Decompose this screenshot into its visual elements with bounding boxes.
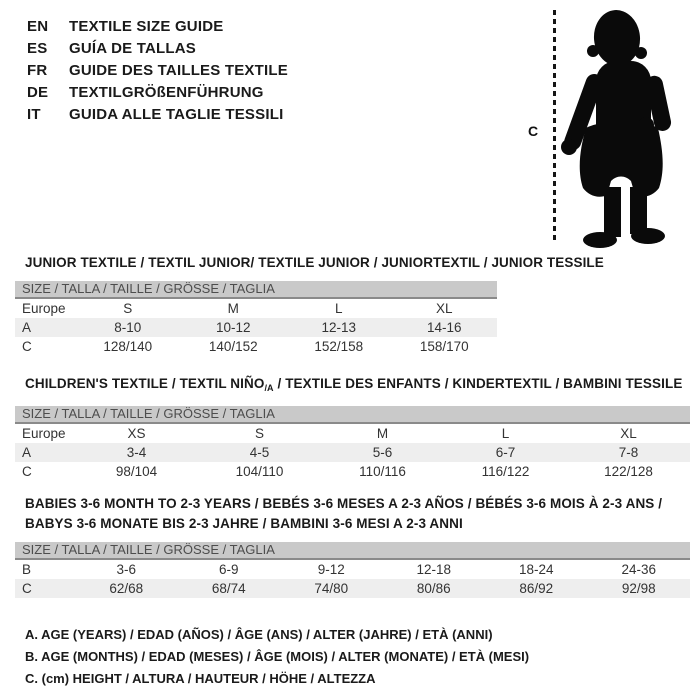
lang-row-it [27,104,288,126]
table-cell: 5-6 [372,445,393,460]
table-cell: 6-9 [218,562,239,577]
row-label: C [22,581,32,596]
toddler-figure [520,0,700,250]
table-cell: 128/140 [103,339,153,354]
table-cell: XL [620,426,637,441]
size-header-band: SIZE / TALLA / TAILLE / GRÖSSE / TAGLIA [15,406,690,424]
lang-title: TEXTILGRÖßENFÜHRUNG [69,84,264,101]
row-label: C [22,464,32,479]
table-cell: L [334,301,343,316]
table-row [15,560,690,579]
height-measure-line [553,10,556,243]
table-row [15,443,690,462]
table-cell: 110/116 [359,464,406,479]
language-title-list [27,16,288,126]
table-cell: 62/68 [109,581,144,596]
table-title-group [25,374,690,398]
table-row [15,424,690,443]
lang-row-en [27,16,288,38]
lang-row-es [27,38,288,60]
table-cell: 158/170 [419,339,469,354]
row-label: Europe [22,301,66,316]
size-header-band: SIZE / TALLA / TAILLE / GRÖSSE / TAGLIA [15,542,690,560]
table-cell: L [501,426,510,441]
lang-code: ES [27,40,48,57]
table-cell: M [376,426,389,441]
row-label: Europe [22,426,66,441]
babies-textile-table [15,494,690,598]
row-label: A [22,445,32,460]
lang-title: TEXTILE SIZE GUIDE [69,18,224,35]
row-label: B [22,562,32,577]
table-cell: 140/152 [208,339,258,354]
junior-textile-table [15,253,604,356]
table-cell: 104/110 [235,464,284,479]
table-row [15,318,497,337]
height-measure-label: C [528,123,539,139]
note-age-months: B. AGE (MONTHS) / EDAD (MESES) / ÂGE (MOIS) / ALTER (MONATE) / ETÀ (MESI) [25,649,530,664]
table-row [15,462,690,481]
table-title: JUNIOR TEXTILE / TEXTIL JUNIOR/ TEXTILE JUNIOR / JUNIORTEXTIL / JUNIOR TESSILE [25,255,604,270]
table-cell: XL [435,301,453,316]
table-cell: 18-24 [518,562,554,577]
table-cell: 4-5 [249,445,270,460]
lang-code: FR [27,62,48,79]
table-row [15,299,497,318]
table-cell: S [123,301,133,316]
lang-title: GUÍA DE TALLAS [69,40,196,57]
table-title: BABIES 3-6 MONTH TO 2-3 YEARS / BEBÉS 3-6 MESES A 2-3 AÑOS / BÉBÉS 3-6 MOIS À 2-3 ANS / [25,496,663,511]
table-cell: 9-12 [317,562,345,577]
note-height-cm: C. (cm) HEIGHT / ALTURA / HAUTEUR / HÖHE / ALTEZZA [25,671,376,686]
table-cell: 122/128 [604,464,653,479]
table-cell: 80/86 [416,581,451,596]
table-cell: 14-16 [426,320,462,335]
table-title: BABYS 3-6 MONATE BIS 2-3 JAHRE / BAMBINI 3-6 MESI A 2-3 ANNI [25,516,463,531]
table-cell: 74/80 [314,581,349,596]
table-cell: 8-10 [114,320,142,335]
table-cell: 68/74 [211,581,246,596]
table-cell: S [254,426,264,441]
legend-notes [25,624,529,690]
table-rows [15,299,497,356]
table-cell: 10-12 [215,320,251,335]
table-cell: 3-4 [126,445,147,460]
lang-row-fr [27,60,288,82]
table-cell: 98/104 [115,464,158,479]
table-row [15,579,690,598]
lang-code: EN [27,18,49,35]
table-title: CHILDREN'S TEXTILE / TEXTIL $NIÑO_{/A}$ / TEXTILE DES ENFANTS / KINDERTEXTIL / BAMBINI TESSILE [25,376,683,393]
note-age-years: A. AGE (YEARS) / EDAD (AÑOS) / ÂGE (ANS) / ALTER (JAHRE) / ETÀ (ANNI) [25,627,493,642]
table-rows [15,424,690,481]
table-cell: 6-7 [495,445,516,460]
table-cell: M [227,301,239,316]
table-cell: 152/158 [314,339,364,354]
table-cell: 116/122 [481,464,530,479]
lang-code: DE [27,84,49,101]
table-cell: 86/92 [519,581,554,596]
table-title-group [25,494,690,534]
table-cell: 7-8 [618,445,639,460]
table-cell: 12-13 [321,320,357,335]
table-cell: 24-36 [621,562,657,577]
lang-title: GUIDA ALLE TAGLIE TESSILI [69,106,284,123]
lang-row-de [27,82,288,104]
toddler-silhouette-icon [558,4,700,248]
table-rows [15,560,690,598]
row-label: C [22,339,32,354]
table-cell: 92/98 [621,581,656,596]
row-label: A [22,320,32,335]
table-row [15,337,497,356]
table-title-group [25,253,604,273]
lang-code: IT [27,106,41,123]
childrens-textile-table [15,374,690,481]
lang-title: GUIDE DES TAILLES TEXTILE [69,62,288,79]
table-cell: XS [127,426,146,441]
size-header-band: SIZE / TALLA / TAILLE / GRÖSSE / TAGLIA [15,281,497,299]
table-cell: 3-6 [116,562,136,577]
table-cell: 12-18 [416,562,452,577]
